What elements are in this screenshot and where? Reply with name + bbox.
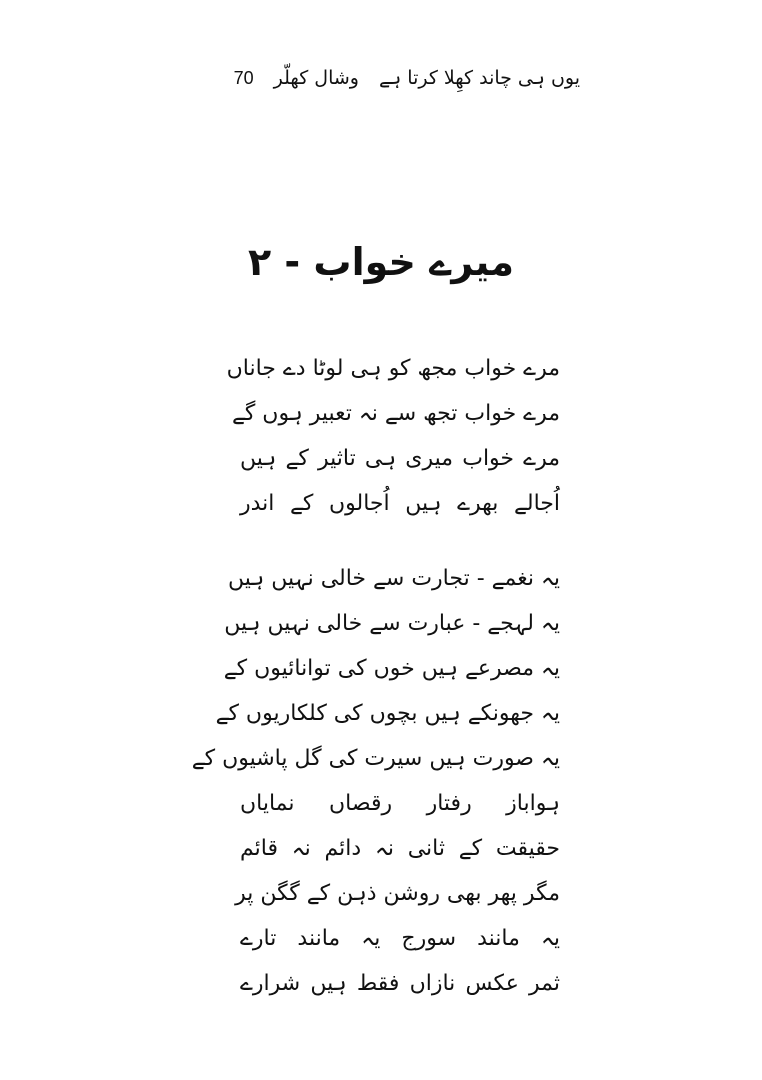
poem-line: یہ جھونکے ہیں بچوں کی کلکاریوں کے	[215, 701, 560, 726]
poem-line: ثمر عکس نازاں فقط ہیں شرارے	[240, 971, 560, 996]
poem-line: حقیقت کے ثانی نہ دائم نہ قائم	[240, 836, 560, 861]
poem-line: یہ صورت ہیں سیرت کی گل پاشیوں کے	[191, 746, 560, 771]
poem-line: یہ لہجے - عبارت سے خالی نہیں ہیں	[224, 611, 560, 636]
poem-title: میرے خواب - ۲	[247, 240, 515, 284]
poem-line: یہ مانند سورج یہ مانند تارے	[240, 926, 560, 951]
page-number: 70	[233, 67, 254, 88]
stanza-2	[191, 556, 560, 1006]
author-name: وشال کھلّر	[273, 67, 359, 89]
poem-line: مرے خواب میری ہی تاثیر کے ہیں	[240, 446, 560, 471]
stanza-1	[226, 346, 560, 526]
poem-line: مرے خواب تجھ سے نہ تعبیر ہوں گے	[231, 401, 560, 426]
poem-line: یہ مصرعے ہیں خوں کی توانائیوں کے	[223, 656, 560, 681]
poem-line: مرے خواب مجھ کو ہی لوٹا دے جاناں	[226, 356, 560, 381]
poem-line: مگر پھر بھی روشن ذہن کے گگن پر	[235, 881, 560, 906]
poem-line: ہواباز رفتار رقصاں نمایاں	[240, 791, 560, 816]
book-title: یوں ہی چاند کھِلا کرتا ہے	[378, 67, 580, 89]
running-header	[233, 58, 580, 98]
poem-line: یہ نغمے - تجارت سے خالی نہیں ہیں	[228, 566, 560, 591]
poem-line: اُجالے بھرے ہیں اُجالوں کے اندر	[240, 491, 560, 516]
